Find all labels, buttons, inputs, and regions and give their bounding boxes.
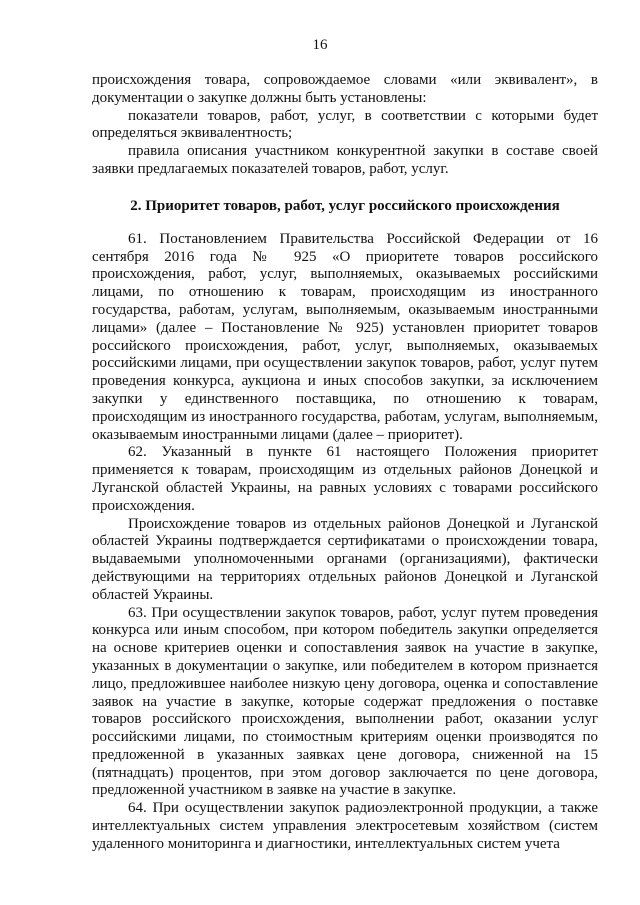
paragraph-63: 63. При осуществлении закупок товаров, работ, услуг путем проведения конкурса или иным способом, при котором победитель закупки определяется на основе критериев оценки и сопоставления заявок на участие в закупке, указанных в документации о закупке, или победителем в котором признается лицо, предложившее наиболее низкую цену договора, оценка и сопоставление заявок на участие в закупке, которые содержат предложения о поставке товаров российского происхождения, выполнении работ, оказании услуг российскими лицами, по стоимостным критериям оценки производятся по предложенной в указанных заявках цене договора, сниженной на 15 (пятнадцать) процентов, при этом договор заключается по цене договора, предложенной участником в заявке на участие в закупке. [92, 604, 598, 799]
document-body [92, 72, 598, 854]
page-number: 16 [312, 37, 328, 53]
paragraph-origin-certificates: Происхождение товаров из отдельных районов Донецкой и Луганской областей Украины подтверждается сертификатами о происхождении товара, выдаваемыми уполномоченными органами (организациями), фактически действующими на территориях отдельных районов Донецкой и Луганской областей Украины. [92, 515, 598, 603]
paragraph-description-rules: правила описания участником конкурентной закупки в составе своей заявки предлагаемых показателей товаров, работ, услуг. [92, 143, 598, 177]
paragraph-64: 64. При осуществлении закупок радиоэлектронной продукции, а также интеллектуальных систем управления электросетевым хозяйством (систем удаленного мониторинга и диагностики, интеллектуальных систем учета [92, 800, 598, 852]
paragraph-continuation: происхождения товара, сопровождаемое словами «или эквивалент», в документации о закупке должны быть установлены: [92, 72, 598, 106]
paragraph-62: 62. Указанный в пункте 61 настоящего Положения приоритет применяется к товарам, происходящим из отдельных районов Донецкой и Луганской областей Украины, на равных условиях с товарами российского происхождения. [92, 444, 598, 514]
paragraph-61: 61. Постановлением Правительства Российской Федерации от 16 сентября 2016 года № 925 «О приоритете товаров российского происхождения, работ, услуг, выполняемых, оказываемых российскими лицами, по отношению к товарам, происходящим из иностранного государства, работам, услугам, выполняемым, оказываемым иностранными лицами» (далее – Постановление № 925) установлен приоритет товаров российского происхождения, работ, услуг, выполняемых, оказываемых российскими лицами, при осуществлении закупок товаров, работ, услуг путем проведения конкурса, аукциона и иных способов закупки, за исключением закупки у единственного поставщика, по отношению к товарам, происходящим из иностранного государства, работам, услугам, выполняемым, оказываемым иностранными лицами (далее – приоритет). [92, 230, 598, 443]
paragraph-equivalence-indicators: показатели товаров, работ, услуг, в соответствии с которыми будет определяться эквивалентность; [92, 107, 598, 142]
section-heading: 2. Приоритет товаров, работ, услуг российского происхождения [130, 197, 560, 214]
